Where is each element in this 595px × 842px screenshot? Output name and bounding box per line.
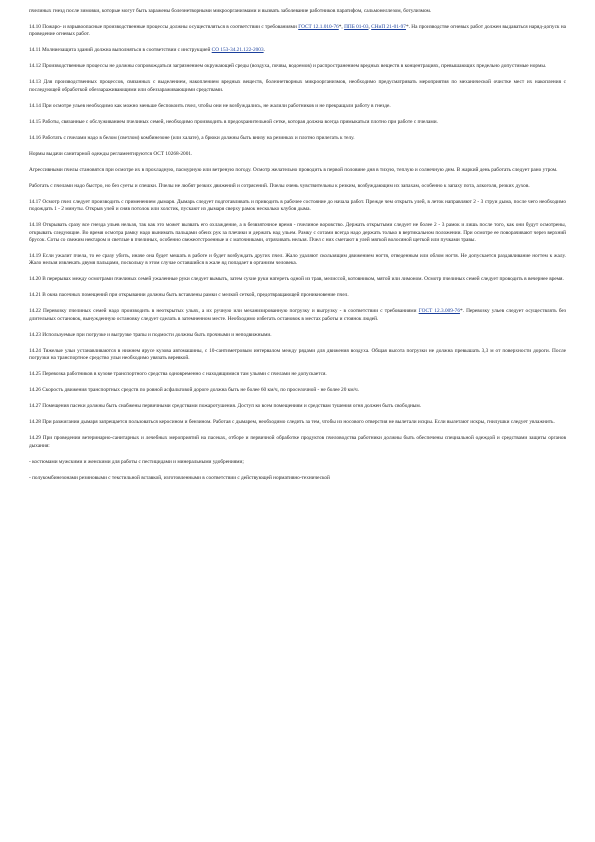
text-run: 14.15 Работы, связанные с обслуживанием пчелиных семей, необходимо производить в предохранительной сетке, которая должна всегда примыкаться плотно при работе с пчелами. xyxy=(29,118,438,125)
document-link[interactable]: ГОСТ 12.1.010-76 xyxy=(298,24,339,30)
document-link[interactable]: СНиП 21-01-97 xyxy=(371,24,406,30)
paragraph xyxy=(29,151,566,158)
text-run: *. На производстве огневых работ должен выдаваться наряд-допуск на проведение огневых работ. xyxy=(29,24,567,38)
paragraph xyxy=(29,222,566,244)
text-run: 14.17 Осмотр пчел следует производить с применением дымаря. Дымарь следует подготавливать и приводить в рабочее состояние до начала работ. Прежде чем открыть улей, в леток направляют 2 - 3 струи дыма, после чего необходимо подождать 1 - 2 минуты. Открыв улей и сняв потолок или холстик, пускают из дымаря сверху рамок несколько клубов дыма. xyxy=(29,198,566,213)
paragraph xyxy=(29,332,566,339)
text-run: 14.19 Если ужалит пчела, то ее сразу убить, иначе она будет мешать в работе и будет возбуждать других пчел. Жало удаляют скользящим движением ногтя, отведенным или облом ногтя. Не допускается раздавливание ногтем к жалу. Жало нельзя извлекать двумя пальцами, поскольку в этом случае оставшийся в жале яд попадает в организм человека. xyxy=(29,253,566,267)
paragraph xyxy=(29,199,566,214)
text-run: 14.10 Пожаро- и взрывоопасные производственные процессы должны осуществляться в соответствии с требованиями xyxy=(29,24,299,30)
text-run: 14.14 При осмотре ульев необходимо как можно меньше беспокоить пчел, чтобы они не возбуждались, не жалили работников и не прекращали работу в гнезде. xyxy=(29,102,391,109)
paragraph xyxy=(29,253,566,268)
text-run: *, xyxy=(338,24,345,30)
text-run: . xyxy=(263,47,265,54)
text-run: 14.25 Перевозка работников в кузове транспортного средства одновременно с находящимися там ульями с пчелами не допускается. xyxy=(29,371,327,378)
paragraph xyxy=(29,167,566,174)
paragraph xyxy=(29,79,566,94)
paragraph xyxy=(29,183,566,190)
text-run: , xyxy=(368,24,372,30)
paragraph xyxy=(29,435,566,450)
text-run: 14.20 В перерывах между осмотрами пчелиных семей ужаленные руки следует вымыть, затем сухие руки натереть одной из трав, мелиссой, котовником, мятой или лимоном. Осмотр пчелиных семей следует проводить в вечернее время. xyxy=(29,276,564,283)
text-run: Нормы выдачи санитарной одежды регламентируются ОСТ 10268-2001. xyxy=(29,150,193,157)
paragraph xyxy=(29,459,566,466)
paragraph xyxy=(29,387,566,394)
paragraph xyxy=(29,475,566,482)
text-run: 14.16 Работать с пчелами надо в белом (светлом) комбинезоне (или халате), а брюки должны быть внизу на резинках и плотно прилегать к телу. xyxy=(29,134,355,141)
paragraph xyxy=(29,371,566,378)
paragraph xyxy=(29,308,566,323)
paragraph xyxy=(29,8,566,15)
paragraph xyxy=(29,419,566,426)
text-run: 14.12 Производственные процессы не должны сопровождаться загрязнением окружающей среды (воздуха, почвы, водоемов) и распространением вредных веществ в концентрациях, превышающих предельно допустимые нормы. xyxy=(29,63,547,70)
text-run: - костюмами мужскими и женскими для работы с пестицидами и минеральными удобрениями; xyxy=(29,458,244,465)
text-run: 14.11 Молниезащита зданий должна выполняться в соответствии с инструкцией xyxy=(29,47,212,54)
text-run: 14.22 Перевозку пчелиных семей надо производить в неоткрытых ульях, а их ручную или механизированную погрузку и выгрузку - в соответствии с требованиями xyxy=(29,308,419,315)
text-run: 14.21 В окна пасечных помещений при открывании должны быть вставлены рамки с мелкой сеткой, предотвращающей проникновение пчел. xyxy=(29,292,349,299)
text-run: пчелиных гнезд после зимовки, которые могут быть заражены болезнетворными микроорганизмами и вызвать заболевание работников паратифом, сальмонеллезом, ботулизмом. xyxy=(29,8,432,14)
document-link[interactable]: СО 153-34.21.122-2003 xyxy=(211,47,264,54)
paragraph xyxy=(29,348,566,363)
text-run: 14.23 Используемые при погрузке и выгрузке трапы и подмости должны быть прочными и неподвижными. xyxy=(29,331,272,338)
paragraph xyxy=(29,63,566,70)
paragraph xyxy=(29,276,566,283)
document-link[interactable]: ГОСТ 12.3.009-76 xyxy=(418,308,460,315)
paragraph xyxy=(29,24,566,39)
text-run: 14.24 Тяжелые ульи устанавливаются в нижнем ярусе кузова автомашины, с 10-сантиметровым интервалом между рядами для движения воздуха. Общая высота погрузки не должна превышать 3,3 м от поверхности дороги. После погрузки на транспортное средство ульи необходимо увязать веревкой. xyxy=(29,347,566,362)
text-run: 14.29 При проведении ветеринарно-санитарных и лечебных мероприятий на пасеках, отборе и первичной обработке продуктов пчеловодства работники должны быть обеспечены специальной одеждой и средствами защиты органов дыхания: xyxy=(29,435,566,449)
text-run: 14.18 Открывать сразу все гнезда ульев нельзя, так как это может вызвать его охлаждение, а в безвзяточное время - пчелиное воровство. Держать открытыми следует не более 2 - 3 рамок и лишь после того, как они будут осмотрены, открывать следующие. Во время осмотра рамку надо вынимать пальцами обеих рук за плечики и держать над ульем. Рамку с сотами всегда надо держать только в вертикальном положении. При осмотре ее поворачивают через верхний брусок. Соты со свежим нектаром и светлые в пчелиных, особенно свежеотстроенные и с маточниками, отряхивать нельзя. Пчел с них сметают в улей мягкой волосяной щеткой или пучками травы. xyxy=(29,222,566,244)
document-page xyxy=(29,8,566,491)
paragraph xyxy=(29,292,566,299)
text-run: 14.26 Скорость движения транспортных средств по ровной асфальтовой дороге должна быть не более 60 км/ч, по проселочной - не более 20 км/ч. xyxy=(29,387,360,394)
text-run: - полукомбинезонами резиновыми с текстильной вставкой, изготовленными в соответствии с действующей нормативно-технической xyxy=(29,474,330,481)
text-run: Работать с пчелами надо быстро, но без суеты и спешки. Пчелы не любят резких движений и сотрясений. Пчелы очень чувствительны к резким, возбуждающим их запахам, особенно к запаху пота, алкоголя, резких духов. xyxy=(29,182,530,189)
paragraph xyxy=(29,47,566,54)
paragraph xyxy=(29,135,566,142)
paragraph xyxy=(29,103,566,110)
text-run: 14.27 Помещения пасеки должны быть снабжены первичными средствами пожаротушения. Доступ ко всем помещениям и средствам тушения огня должен быть свободным. xyxy=(29,403,422,410)
paragraph xyxy=(29,403,566,410)
paragraph xyxy=(29,119,566,126)
text-run: 14.28 При разжигании дымаря запрещается пользоваться керосином и бензином. Работая с дымарем, необходимо следить за тем, чтобы из носового отверстия не вылетали искры. Если вылетают искры, гнилушки следует увлажнить. xyxy=(29,419,555,426)
text-run: *. Перевозку ульев следует осуществлять без длительных остановок, вынужденную остановку следует сделать в затемненном месте. Необходимо избегать остановок в местах работы и стоянок людей. xyxy=(29,308,566,322)
text-run: Агрессивными пчелы становятся при осмотре их в прохладную, пасмурную или ветреную погоду. Осмотр желательно проводить в первой половине дня в тихую, теплую и солнечную днм. В жаркий день работать следует рано утром. xyxy=(29,166,558,173)
text-run: 14.13 Для производственных процессов, связанных с выделением, накоплением вредных веществ, болезнетворных микроорганизмов, необходимо предусматривать мероприятия по механической очистке мест их накопления с последующей обработкой обеззараживающими или обеззараживающими средствами. xyxy=(29,79,566,93)
document-link[interactable]: ППБ 01-03 xyxy=(344,24,369,30)
